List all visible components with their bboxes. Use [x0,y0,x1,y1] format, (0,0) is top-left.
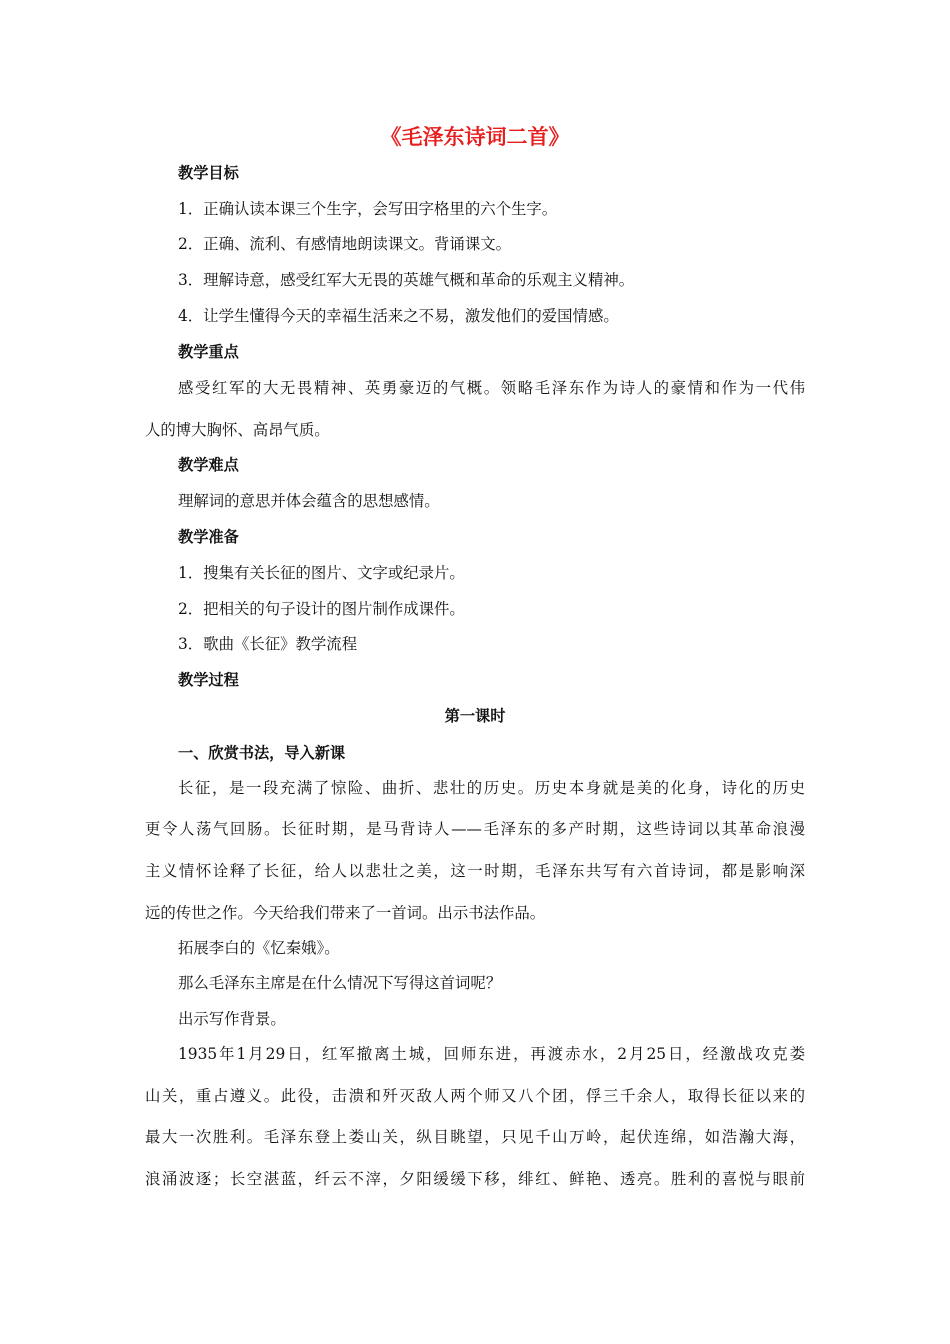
paragraph-line: 远的传世之作。今天给我们带来了一首词。出示书法作品。 [145,904,546,922]
goal-item: 2．正确、流利、有感情地朗读课文。背诵课文。 [178,235,511,253]
difficulties-line: 理解词的意思并体会蕴含的思想感情。 [178,492,440,510]
paragraph-line: 山关，重占遵义。此役，击溃和歼灭敌人两个师又八个团，俘三千余人，取得长征以来的 [145,1087,805,1105]
preparation-item: 3．歌曲《长征》教学流程 [178,635,358,653]
preparation-item: 1．搜集有关长征的图片、文字或纪录片。 [178,564,465,582]
goal-item: 3．理解诗意，感受红军大无畏的英雄气概和革命的乐观主义精神。 [178,271,635,289]
lesson-title: 第一课时 [444,707,506,725]
paragraph-line: 更令人荡气回肠。长征时期，是马背诗人——毛泽东的多产时期，这些诗词以其革命浪漫 [145,820,805,838]
document-title: 《毛泽东诗词二首》 [380,125,570,149]
key-points-line: 人的博大胸怀、高昂气质。 [145,421,330,439]
paragraph-line: 主义情怀诠释了长征，给人以悲壮之美，这一时期，毛泽东共写有六首诗词，都是影响深 [145,862,805,880]
difficulties-heading: 教学难点 [178,456,239,474]
paragraph-line: 出示写作背景。 [178,1010,286,1028]
preparation-heading: 教学准备 [178,528,239,546]
section-heading: 一、欣赏书法，导入新课 [178,744,346,762]
goal-item: 1．正确认读本课三个生字，会写田字格里的六个生字。 [178,200,558,218]
preparation-item: 2．把相关的句子设计的图片制作成课件。 [178,600,465,618]
paragraph-line: 1935年1月29日，红军撤离土城，回师东进，再渡赤水，2月25日，经激战攻克娄 [178,1045,805,1063]
goals-heading: 教学目标 [178,164,239,182]
paragraph-line: 拓展李白的《忆秦娥》。 [178,939,340,957]
key-points-heading: 教学重点 [178,343,239,361]
key-points-line: 感受红军的大无畏精神、英勇豪迈的气概。领略毛泽东作为诗人的豪情和作为一代伟 [178,379,805,397]
paragraph-line: 那么毛泽东主席是在什么情况下写得这首词呢？ [178,974,502,992]
process-heading: 教学过程 [178,671,239,689]
paragraph-line: 最大一次胜利。毛泽东登上娄山关，纵目眺望，只见千山万岭，起伏连绵，如浩瀚大海， [145,1128,805,1146]
paragraph-line: 长征，是一段充满了惊险、曲折、悲壮的历史。历史本身就是美的化身，诗化的历史 [178,779,805,797]
goal-item: 4．让学生懂得今天的幸福生活来之不易，激发他们的爱国情感。 [178,307,619,325]
paragraph-line: 浪涌波逐；长空湛蓝，纤云不滓，夕阳缓缓下移，绯红、鲜艳、透亮。胜利的喜悦与眼前 [145,1170,805,1188]
